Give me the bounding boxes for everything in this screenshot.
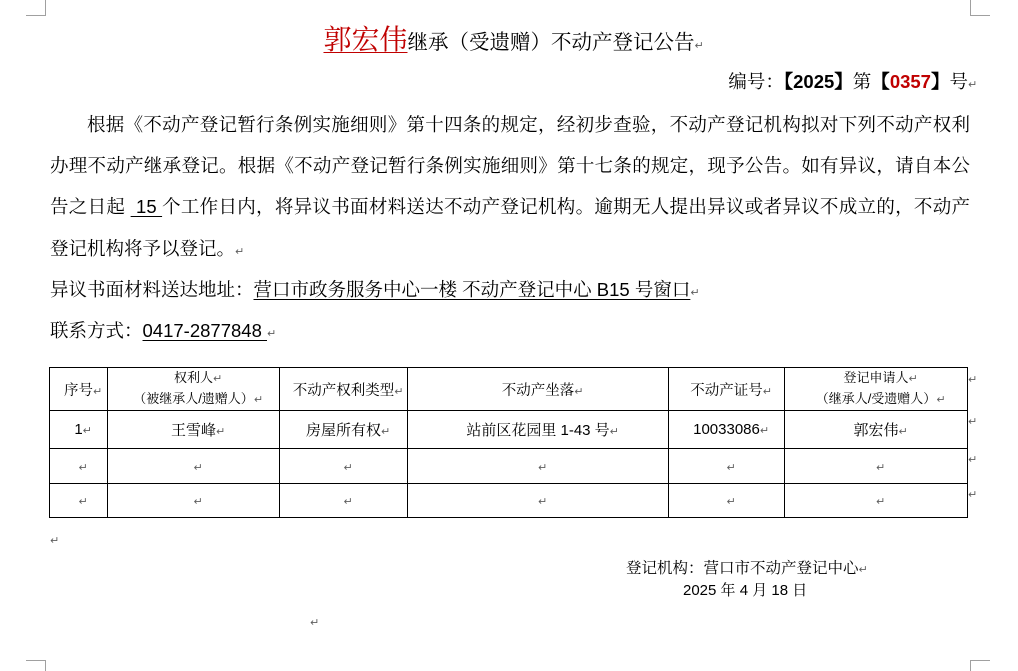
serial-bracket-open: 【 [871,71,890,92]
header-text: 权利人 [173,370,213,385]
serial-bracket-close: 】 [930,71,950,92]
header-line: （被继承人/遗赠人）↵ [133,391,264,406]
corner-mark-top-left [45,0,46,16]
header-line: 权利人↵ [173,370,223,385]
notice-body [50,104,970,351]
body-line-2: 办理不动产继承登记。根据《不动产登记暂行条例实施细则》第十七条的规定，现予公告。如有异议，请自本公 [50,155,970,177]
header-line: 登记申请人↵ [843,370,918,385]
contact-phone: 0417-2877848 [142,319,267,341]
document-page[interactable]: 郭宏伟继承（受遗赠）不动产登记公告↵ 编号：【2025】第【0357】号↵ 根据《不动产登记暂行条例实施细则》第十四条的规定，经初步查验，不动产登记机构拟对下列不动产权利 办理不动产继承登记。根据《不动产登记暂行条例实施细则》第十七条的规定，现予公告。如有异议，请自本公 告之日起 15 个工作日内，将异议书面材料送达不动产登记机构。逾期无人提出异议或者异议不成立的，不动产 登记机构将予以登记。↵ 异议书面材料送达地址：营口市政务服务中心一楼 不动产登记中心 B15 号窗口↵ 联系方式：0417-2877848 ↵ 序号↵ 权利人↵ （被继承人/遗赠人）↵ 不动产权利类型↵ 不动产坐落↵ 不动产证号↵ 登记申请人↵ （继承人/受遗赠人）↵ 1↵ 王雪峰↵ 房屋所有权↵ 站前区花园里 1-43 号↵ 10033086↵ 郭宏伟↵ ↵ ↵ ↵ ↵ ↵ ↵ ↵ ↵ ↵ ↵ ↵ ↵ ↵ ↵ ↵ ↵ ↵ 登记机构：营口市不动产登记中心↵ 2025 年 4 月 18 日 ↵ [0,0,1018,671]
header-cell-rights-holder [108,368,280,411]
cell-rights-holder: ↵ [108,449,280,484]
corner-mark-top-right [970,15,990,16]
header-subtext: （被继承人/遗赠人） [133,391,254,406]
title-text: 继承（受遗赠）不动产登记公告 [407,31,695,54]
header-subtext: （继承人/受遗赠人） [815,391,937,406]
cell-text: 站前区花园里 1-43 号 [466,422,610,439]
cell-location: ↵ [408,484,669,518]
corner-mark-top-right [970,0,971,16]
cell-certificate-number: 10033086↵ [669,411,785,449]
table-header-row [50,368,968,411]
cell-rights-holder: 王雪峰↵ [108,411,280,449]
header-text: 登记申请人 [843,370,909,385]
header-text: 不动产证号 [690,382,763,399]
body-line-4: 登记机构将予以登记。↵ [50,237,245,259]
notice-title: 郭宏伟继承（受遗赠）不动产登记公告↵ [323,25,704,56]
serial-label: 编号： [728,71,784,92]
header-line: （继承人/受遗赠人）↵ [815,391,946,406]
body-line-1: 根据《不动产登记暂行条例实施细则》第十四条的规定，经初步查验，不动产登记机构拟对下列不动产权利 [87,114,970,135]
corner-mark-bottom-left [45,660,46,671]
body-line-4-text: 登记机构将予以登记。 [50,237,236,259]
cell-text: 郭宏伟 [853,422,899,439]
serial-year: 【2025】 [783,71,853,92]
property-records-table [49,367,968,518]
cell-rights-holder: ↵ [108,484,280,518]
cell-index: 1↵ [50,411,108,449]
registration-authority-text: 登记机构：营口市不动产登记中心 [626,560,859,577]
header-cell-certificate-number: 不动产证号↵ [669,368,785,411]
serial-number: 编号：【2025】第【0357】号↵ [728,71,978,92]
cell-index: ↵ [50,449,108,484]
body-line-3 [50,186,970,227]
cell-text: 王雪峰 [170,422,216,439]
header-cell-index: 序号↵ [50,368,108,411]
header-text: 序号 [64,382,93,399]
cell-text: 1 [74,421,83,438]
cell-text: 房屋所有权 [305,422,381,439]
table-row [50,449,968,484]
corner-mark-top-left [26,15,46,16]
table-row [50,484,968,518]
body-line-3-start: 告之日起 [50,196,131,218]
header-cell-right-type: 不动产权利类型↵ [280,368,408,411]
serial-mid: 第 [852,71,872,92]
header-cell-location: 不动产坐落↵ [408,368,669,411]
header-cell-applicant [785,368,968,411]
address-value: 营口市政务服务中心一楼 不动产登记中心 B15 号窗口 [253,278,691,300]
serial-value: 0357 [889,71,931,92]
cell-text: 10033086 [693,421,760,438]
cell-right-type: ↵ [280,449,408,484]
cell-applicant: ↵ [785,449,968,484]
address-label: 异议书面材料送达地址： [50,278,254,300]
address-line: 异议书面材料送达地址：营口市政务服务中心一楼 不动产登记中心 B15 号窗口↵ [50,278,700,300]
cell-applicant: 郭宏伟↵ [785,411,968,449]
cell-certificate-number: ↵ [669,449,785,484]
table-row [50,411,968,449]
title-applicant-name: 郭宏伟 [323,25,408,56]
contact-line: 联系方式：0417-2877848 ↵ [50,319,277,341]
serial-suffix: 号 [949,71,968,92]
corner-mark-bottom-left [26,660,46,661]
corner-mark-bottom-right [970,660,971,671]
cell-location: 站前区花园里 1-43 号↵ [408,411,669,449]
cell-location: ↵ [408,449,669,484]
cell-index: ↵ [50,484,108,518]
cell-right-type: ↵ [280,484,408,518]
cell-applicant: ↵ [785,484,968,518]
notice-date: 2025 年 4 月 18 日 [683,582,808,599]
body-line-3-end: 个工作日内，将异议书面材料送达不动产登记机构。逾期无人提出异议或者异议不成立的，不动产 [162,196,970,218]
corner-mark-bottom-right [970,660,990,661]
registration-authority: 登记机构：营口市不动产登记中心↵ [626,560,868,577]
contact-label: 联系方式： [50,319,143,341]
objection-days: 15 [130,196,163,218]
cell-right-type: 房屋所有权↵ [280,411,408,449]
header-text: 不动产坐落 [501,382,575,399]
header-text: 不动产权利类型 [292,382,395,399]
cell-certificate-number: ↵ [669,484,785,518]
